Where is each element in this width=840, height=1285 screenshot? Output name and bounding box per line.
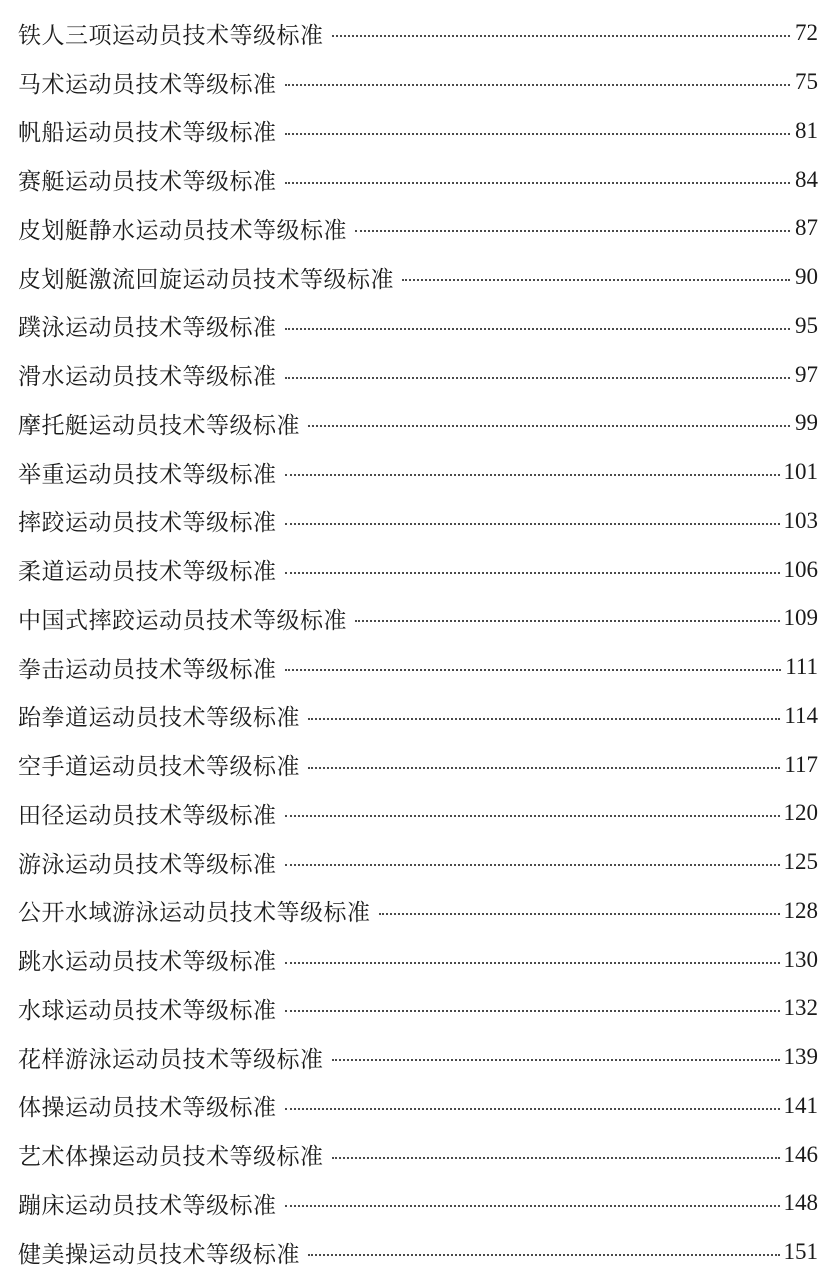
toc-entry-page-number: 146 xyxy=(783,1141,818,1167)
toc-entry-page-number: 103 xyxy=(783,507,818,533)
toc-entry[interactable] xyxy=(18,302,818,351)
toc-entry-page-number: 90 xyxy=(795,264,818,290)
toc-entry-page-number: 109 xyxy=(783,605,818,631)
toc-entry-page-number: 114 xyxy=(784,702,818,728)
dot-leader xyxy=(285,84,791,86)
toc-entry-page-number: 151 xyxy=(783,1239,818,1265)
dot-leader xyxy=(285,815,780,817)
toc-entry-title: 中国式摔跤运动员技术等级标准 xyxy=(18,607,347,634)
toc-entry-title: 帆船运动员技术等级标准 xyxy=(18,120,277,147)
toc-entry[interactable] xyxy=(18,1033,818,1082)
toc-entry-page-number: 148 xyxy=(783,1190,818,1216)
toc-entry-title: 田径运动员技术等级标准 xyxy=(18,802,277,829)
toc-entry[interactable] xyxy=(18,350,818,399)
toc-entry-page-number: 117 xyxy=(784,751,818,777)
dot-leader xyxy=(285,133,791,135)
toc-entry[interactable] xyxy=(18,448,818,497)
toc-entry[interactable] xyxy=(18,740,818,789)
toc-entry-title: 蹦床运动员技术等级标准 xyxy=(18,1192,277,1219)
toc-entry[interactable] xyxy=(18,9,818,58)
toc-entry-title: 游泳运动员技术等级标准 xyxy=(18,851,277,878)
toc-entry[interactable] xyxy=(18,253,818,302)
toc-entry-title: 拳击运动员技术等级标准 xyxy=(18,656,277,683)
dot-leader xyxy=(332,1157,780,1159)
toc-entry-title: 摩托艇运动员技术等级标准 xyxy=(18,412,300,439)
toc-entry[interactable] xyxy=(18,1082,818,1131)
toc-entry-page-number: 106 xyxy=(783,556,818,582)
toc-entry-page-number: 101 xyxy=(783,459,818,485)
toc-entry[interactable] xyxy=(18,838,818,887)
dot-leader xyxy=(285,962,780,964)
toc-entry[interactable] xyxy=(18,887,818,936)
toc-entry[interactable] xyxy=(18,789,818,838)
dot-leader xyxy=(308,1254,780,1256)
toc-entry[interactable] xyxy=(18,58,818,107)
toc-entry-page-number: 81 xyxy=(795,117,818,143)
toc-entry-page-number: 72 xyxy=(795,20,818,46)
toc-entry-title: 蹼泳运动员技术等级标准 xyxy=(18,315,277,342)
toc-entry[interactable] xyxy=(18,107,818,156)
toc-entry[interactable] xyxy=(18,545,818,594)
toc-entry[interactable] xyxy=(18,204,818,253)
toc-entry-title: 公开水域游泳运动员技术等级标准 xyxy=(18,900,371,927)
toc-entry-page-number: 111 xyxy=(785,654,818,680)
toc-entry-page-number: 120 xyxy=(783,800,818,826)
toc-entry-title: 柔道运动员技术等级标准 xyxy=(18,559,277,586)
toc-entry-title: 滑水运动员技术等级标准 xyxy=(18,364,277,391)
toc-entry[interactable] xyxy=(18,984,818,1033)
toc-entry[interactable] xyxy=(18,935,818,984)
toc-entry-title: 马术运动员技术等级标准 xyxy=(18,71,277,98)
toc-entry-title: 赛艇运动员技术等级标准 xyxy=(18,169,277,196)
dot-leader xyxy=(379,913,780,915)
dot-leader xyxy=(332,1059,780,1061)
toc-entry-title: 跆拳道运动员技术等级标准 xyxy=(18,705,300,732)
dot-leader xyxy=(402,279,790,281)
toc-entry-page-number: 128 xyxy=(783,897,818,923)
dot-leader xyxy=(285,523,780,525)
toc-entry-page-number: 130 xyxy=(783,946,818,972)
toc-entry[interactable] xyxy=(18,1228,818,1277)
toc-entry[interactable] xyxy=(18,643,818,692)
toc-entry-page-number: 87 xyxy=(795,215,818,241)
toc-entry-title: 体操运动员技术等级标准 xyxy=(18,1095,277,1122)
toc-entry-title: 健美操运动员技术等级标准 xyxy=(18,1241,300,1268)
toc-entry[interactable] xyxy=(18,594,818,643)
toc-entry[interactable] xyxy=(18,399,818,448)
toc-entry-title: 皮划艇静水运动员技术等级标准 xyxy=(18,217,347,244)
dot-leader xyxy=(355,230,790,232)
dot-leader xyxy=(285,669,782,671)
toc-entry[interactable] xyxy=(18,497,818,546)
toc-entry-title: 摔跤运动员技术等级标准 xyxy=(18,510,277,537)
toc-entry-page-number: 97 xyxy=(795,361,818,387)
dot-leader xyxy=(285,182,791,184)
dot-leader xyxy=(285,1108,780,1110)
toc-entry-page-number: 99 xyxy=(795,410,818,436)
dot-leader xyxy=(285,1205,780,1207)
table-of-contents xyxy=(18,9,818,1277)
toc-entry-page-number: 84 xyxy=(795,166,818,192)
toc-entry[interactable] xyxy=(18,1179,818,1228)
toc-entry-title: 举重运动员技术等级标准 xyxy=(18,461,277,488)
dot-leader xyxy=(285,572,780,574)
toc-entry-title: 花样游泳运动员技术等级标准 xyxy=(18,1046,324,1073)
dot-leader xyxy=(308,718,780,720)
toc-entry-title: 跳水运动员技术等级标准 xyxy=(18,949,277,976)
dot-leader xyxy=(285,474,780,476)
toc-entry-title: 空手道运动员技术等级标准 xyxy=(18,754,300,781)
toc-entry-page-number: 95 xyxy=(795,312,818,338)
dot-leader xyxy=(285,328,791,330)
toc-entry-page-number: 141 xyxy=(783,1092,818,1118)
toc-entry-page-number: 132 xyxy=(783,995,818,1021)
dot-leader xyxy=(285,1010,780,1012)
dot-leader xyxy=(332,35,791,37)
toc-entry-page-number: 125 xyxy=(783,849,818,875)
dot-leader xyxy=(285,864,780,866)
dot-leader xyxy=(308,767,780,769)
toc-entry-page-number: 75 xyxy=(795,69,818,95)
toc-entry-title: 水球运动员技术等级标准 xyxy=(18,997,277,1024)
dot-leader xyxy=(308,425,790,427)
toc-entry[interactable] xyxy=(18,1130,818,1179)
toc-entry-title: 铁人三项运动员技术等级标准 xyxy=(18,22,324,49)
toc-entry-title: 皮划艇激流回旋运动员技术等级标准 xyxy=(18,266,394,293)
dot-leader xyxy=(285,377,791,379)
toc-entry[interactable] xyxy=(18,155,818,204)
toc-entry-page-number: 139 xyxy=(783,1044,818,1070)
toc-entry-title: 艺术体操运动员技术等级标准 xyxy=(18,1144,324,1171)
toc-entry[interactable] xyxy=(18,692,818,741)
dot-leader xyxy=(355,620,780,622)
